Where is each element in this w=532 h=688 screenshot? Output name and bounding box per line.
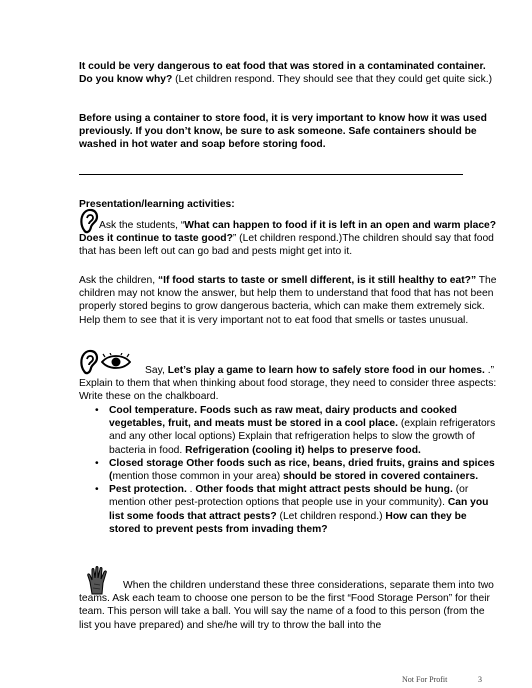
footer-not-for-profit: Not For Profit [402, 675, 448, 684]
bullet-icon: • [95, 405, 99, 416]
paragraph-safe-containers: Before using a container to store food, it is very important to know how it was used previously. If you don’t know, be sure to ask someone. Safe containers should be washed in hot water and soap before storing food. [79, 113, 487, 151]
paragraph-game-intro: Say, Let’s play a game to learn how to safely store food in our homes. .” Explain to them that when thinking about food storage, they need to consider three aspects: Write these on the chalkboard. [79, 365, 497, 403]
paragraph-taste-smell: Ask the children, “If food starts to taste or smell different, is it still healthy to eat?” The children may not know the answer, but help them to understand that food that has not been properly stored begins to grow dangerous bacteria, which can make them extremely sick. Help them to see that it is very important not to eat food that smells or tastes unusual. [79, 275, 497, 326]
paragraph-teams: When the children understand these three considerations, separate them into two teams. Ask each team to choose one person to be the first “Food Storage Person” for their team. This person will take a ball. You will say the name of a food to this person (from the list you have prepared) and she/he will try to throw the ball into the [79, 580, 494, 631]
list-item: • Closed storage Other foods such as rice, beans, dried fruits, grains and spices (mention those common in your area) should be stored in covered containers. [95, 457, 495, 483]
list-item: • Pest protection. . Other foods that might attract pests should be hung. (or mention other pest-protection options that people use in your community). Can you list some foods that attract pests? (Let children respond.) How can they be stored to prevent pests from invading them? [95, 484, 489, 535]
list-item: • Cool temperature. Foods such as raw meat, dairy products and cooked vegetables, fruit, and meats must be stored in a cool place. (explain refrigerators and any other local options) Explain that refrigeration helps to slow the growth of bacteria in food. Refrigeration (cooling it) helps to preserve food. [95, 405, 496, 456]
paragraph-contaminated-container: It could be very dangerous to eat food that was stored in a contaminated container. Do you know why? (Let children respond. They should see that they could get quite sick.) [79, 61, 493, 86]
bullet-icon: • [95, 457, 99, 469]
paragraph-open-warm-place: Ask the students, “What can happen to food if it is left in an open and warm place? Does it continue to taste good?” (Let children respond.)The children should say that food that has been left out can go bad and pests might get into it. [79, 220, 497, 258]
bullet-icon: • [95, 484, 99, 496]
horizontal-rule [79, 174, 463, 175]
section-heading: Presentation/learning activities: [79, 199, 235, 210]
page-number: 3 [478, 675, 482, 684]
storage-aspects-list [95, 404, 499, 536]
